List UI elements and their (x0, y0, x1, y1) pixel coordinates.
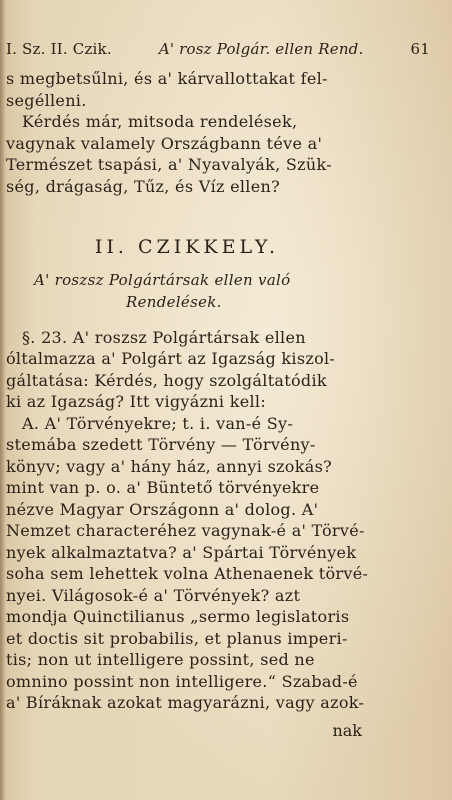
text-line: §. 23. A' roszsz Polgártársak ellen (22, 327, 306, 347)
text-line: mondja Quinctilianus „sermo legislatoris (6, 607, 350, 626)
chapter-subheading (6, 269, 368, 313)
text-line: Természet tsapási, a' Nyavalyák, Szük- (6, 155, 332, 174)
subheading-line: A' roszsz Polgártársak ellen való (34, 270, 291, 289)
text-line: óltalmazza a' Polgárt az Igazság kiszol- (6, 349, 336, 368)
text-line: Kérdés már, mitsoda rendelések, (22, 112, 298, 131)
chapter-heading: II. CZIKKELY. (94, 236, 280, 258)
text-line: a' Bíráknak azokat magyarázni, vagy azok- (6, 693, 365, 712)
text-line: mint van p. o. a' Büntető törvényekre (6, 478, 320, 497)
section-23 (6, 327, 368, 714)
text-line: ki az Igazság? Itt vigyázni kell: (6, 392, 267, 411)
text-line: soha sem lehettek volna Athenaenek törvé- (6, 564, 369, 583)
running-head-left: I. Sz. II. Czik. (6, 40, 112, 58)
text-line: stemába szedett Törvény — Törvény- (6, 435, 316, 454)
running-head (6, 40, 430, 58)
text-line: ség, drágaság, Tűz, és Víz ellen? (6, 176, 280, 196)
text-line: omnino possint non intelligere.“ Szabad-é (6, 671, 358, 691)
intro-paragraphs (6, 68, 368, 197)
text-line: s megbetsűlni, és a' kárvallottakat fel- (6, 69, 328, 88)
catchword: nak (332, 721, 362, 740)
running-head-title: A' rosz Polgár. ellen Rend. (158, 40, 364, 58)
text-line: tis; non ut intelligere possint, sed ne (6, 650, 315, 669)
page-number: 61 (410, 40, 430, 58)
text-line: nyek alkalmaztatva? a' Spártai Törvények (6, 542, 357, 562)
text-line: Nemzet characteréhez vagynak-é a' Törvé- (6, 521, 365, 540)
text-line: vagynak valamely Országbann téve a' (6, 133, 323, 153)
page-body (6, 68, 368, 714)
text-line: nézve Magyar Országonn a' dolog. A' (6, 499, 319, 519)
text-line: et doctis sit probabilis, et planus imperi- (6, 628, 348, 648)
text-line: A. A' Törvényekre; t. i. van-é Sy- (22, 413, 294, 433)
subheading-line: Rendelések. (126, 292, 222, 311)
text-line: segélleni. (6, 90, 87, 110)
text-line: gáltatása: Kérdés, hogy szolgáltatódik (6, 370, 327, 390)
text-line: nyei. Világosok-é a' Törvények? azt (6, 585, 301, 605)
text-line: könyv; vagy a' hány ház, annyi szokás? (6, 456, 332, 476)
